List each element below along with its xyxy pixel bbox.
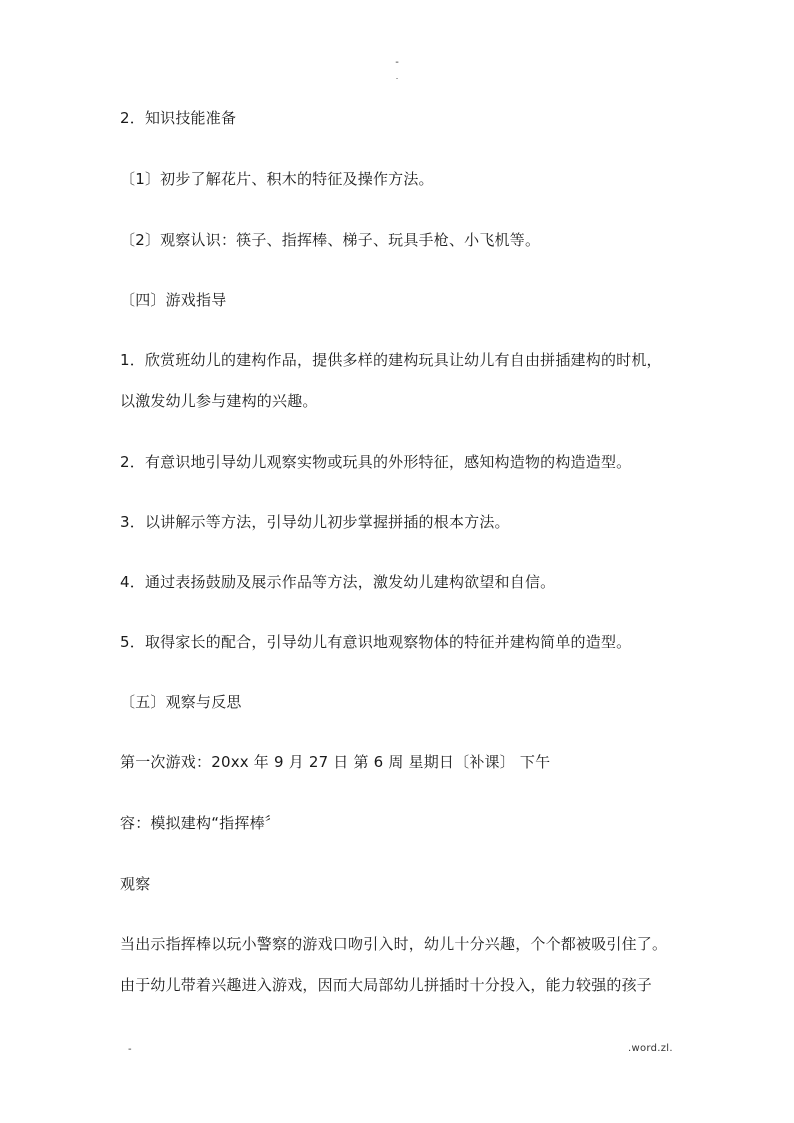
section-heading-game-guidance: 〔四〕游戏指导 <box>120 291 227 309</box>
paragraph-line: 以激发幼儿参与建构的兴趣。 <box>120 392 318 410</box>
paragraph-line: 3．以讲解示等方法，引导幼儿初步掌握拼插的根本方法。 <box>120 513 510 531</box>
observation-label: 观察 <box>120 875 151 893</box>
paragraph-line: 1．欣赏班幼儿的建构作品，提供多样的建构玩具让幼儿有自由拼插建构的时机， <box>120 351 662 369</box>
footer-watermark: .word.zl. <box>628 1043 673 1054</box>
footer-mark: - <box>128 1044 132 1055</box>
content-line: 容：模拟建构“指挥棒〞 <box>120 814 280 832</box>
paragraph-line: 当出示指挥棒以玩小警察的游戏口吻引入时，幼儿十分兴趣，个个都被吸引住了。 <box>120 935 668 953</box>
header-mark-bottom: . <box>395 72 399 81</box>
paragraph-line: 5．取得家长的配合，引导幼儿有意识地观察物体的特征并建构简单的造型。 <box>120 633 632 651</box>
paragraph-line: 〔1〕初步了解花片、积木的特征及操作方法。 <box>120 170 434 188</box>
paragraph-line: 4．通过表扬鼓励及展示作品等方法，激发幼儿建构欲望和自信。 <box>120 573 556 591</box>
section-heading-knowledge-skills: 2．知识技能准备 <box>120 109 237 127</box>
game-record-line: 第一次游戏：20xx 年 9 月 27 日 第 6 周 星期日〔补课〕 下午 <box>120 753 551 771</box>
header-mark-top: - <box>395 57 399 68</box>
paragraph-line: 由于幼儿带着兴趣进入游戏，因而大局部幼儿拼插时十分投入，能力较强的孩子 <box>120 976 653 994</box>
paragraph-line: 〔2〕观察认识：筷子、指挥棒、梯子、玩具手枪、小飞机等。 <box>120 231 541 249</box>
section-heading-observation-reflection: 〔五〕观察与反思 <box>120 693 242 711</box>
paragraph-line: 2．有意识地引导幼儿观察实物或玩具的外形特征，感知构造物的构造造型。 <box>120 453 632 471</box>
